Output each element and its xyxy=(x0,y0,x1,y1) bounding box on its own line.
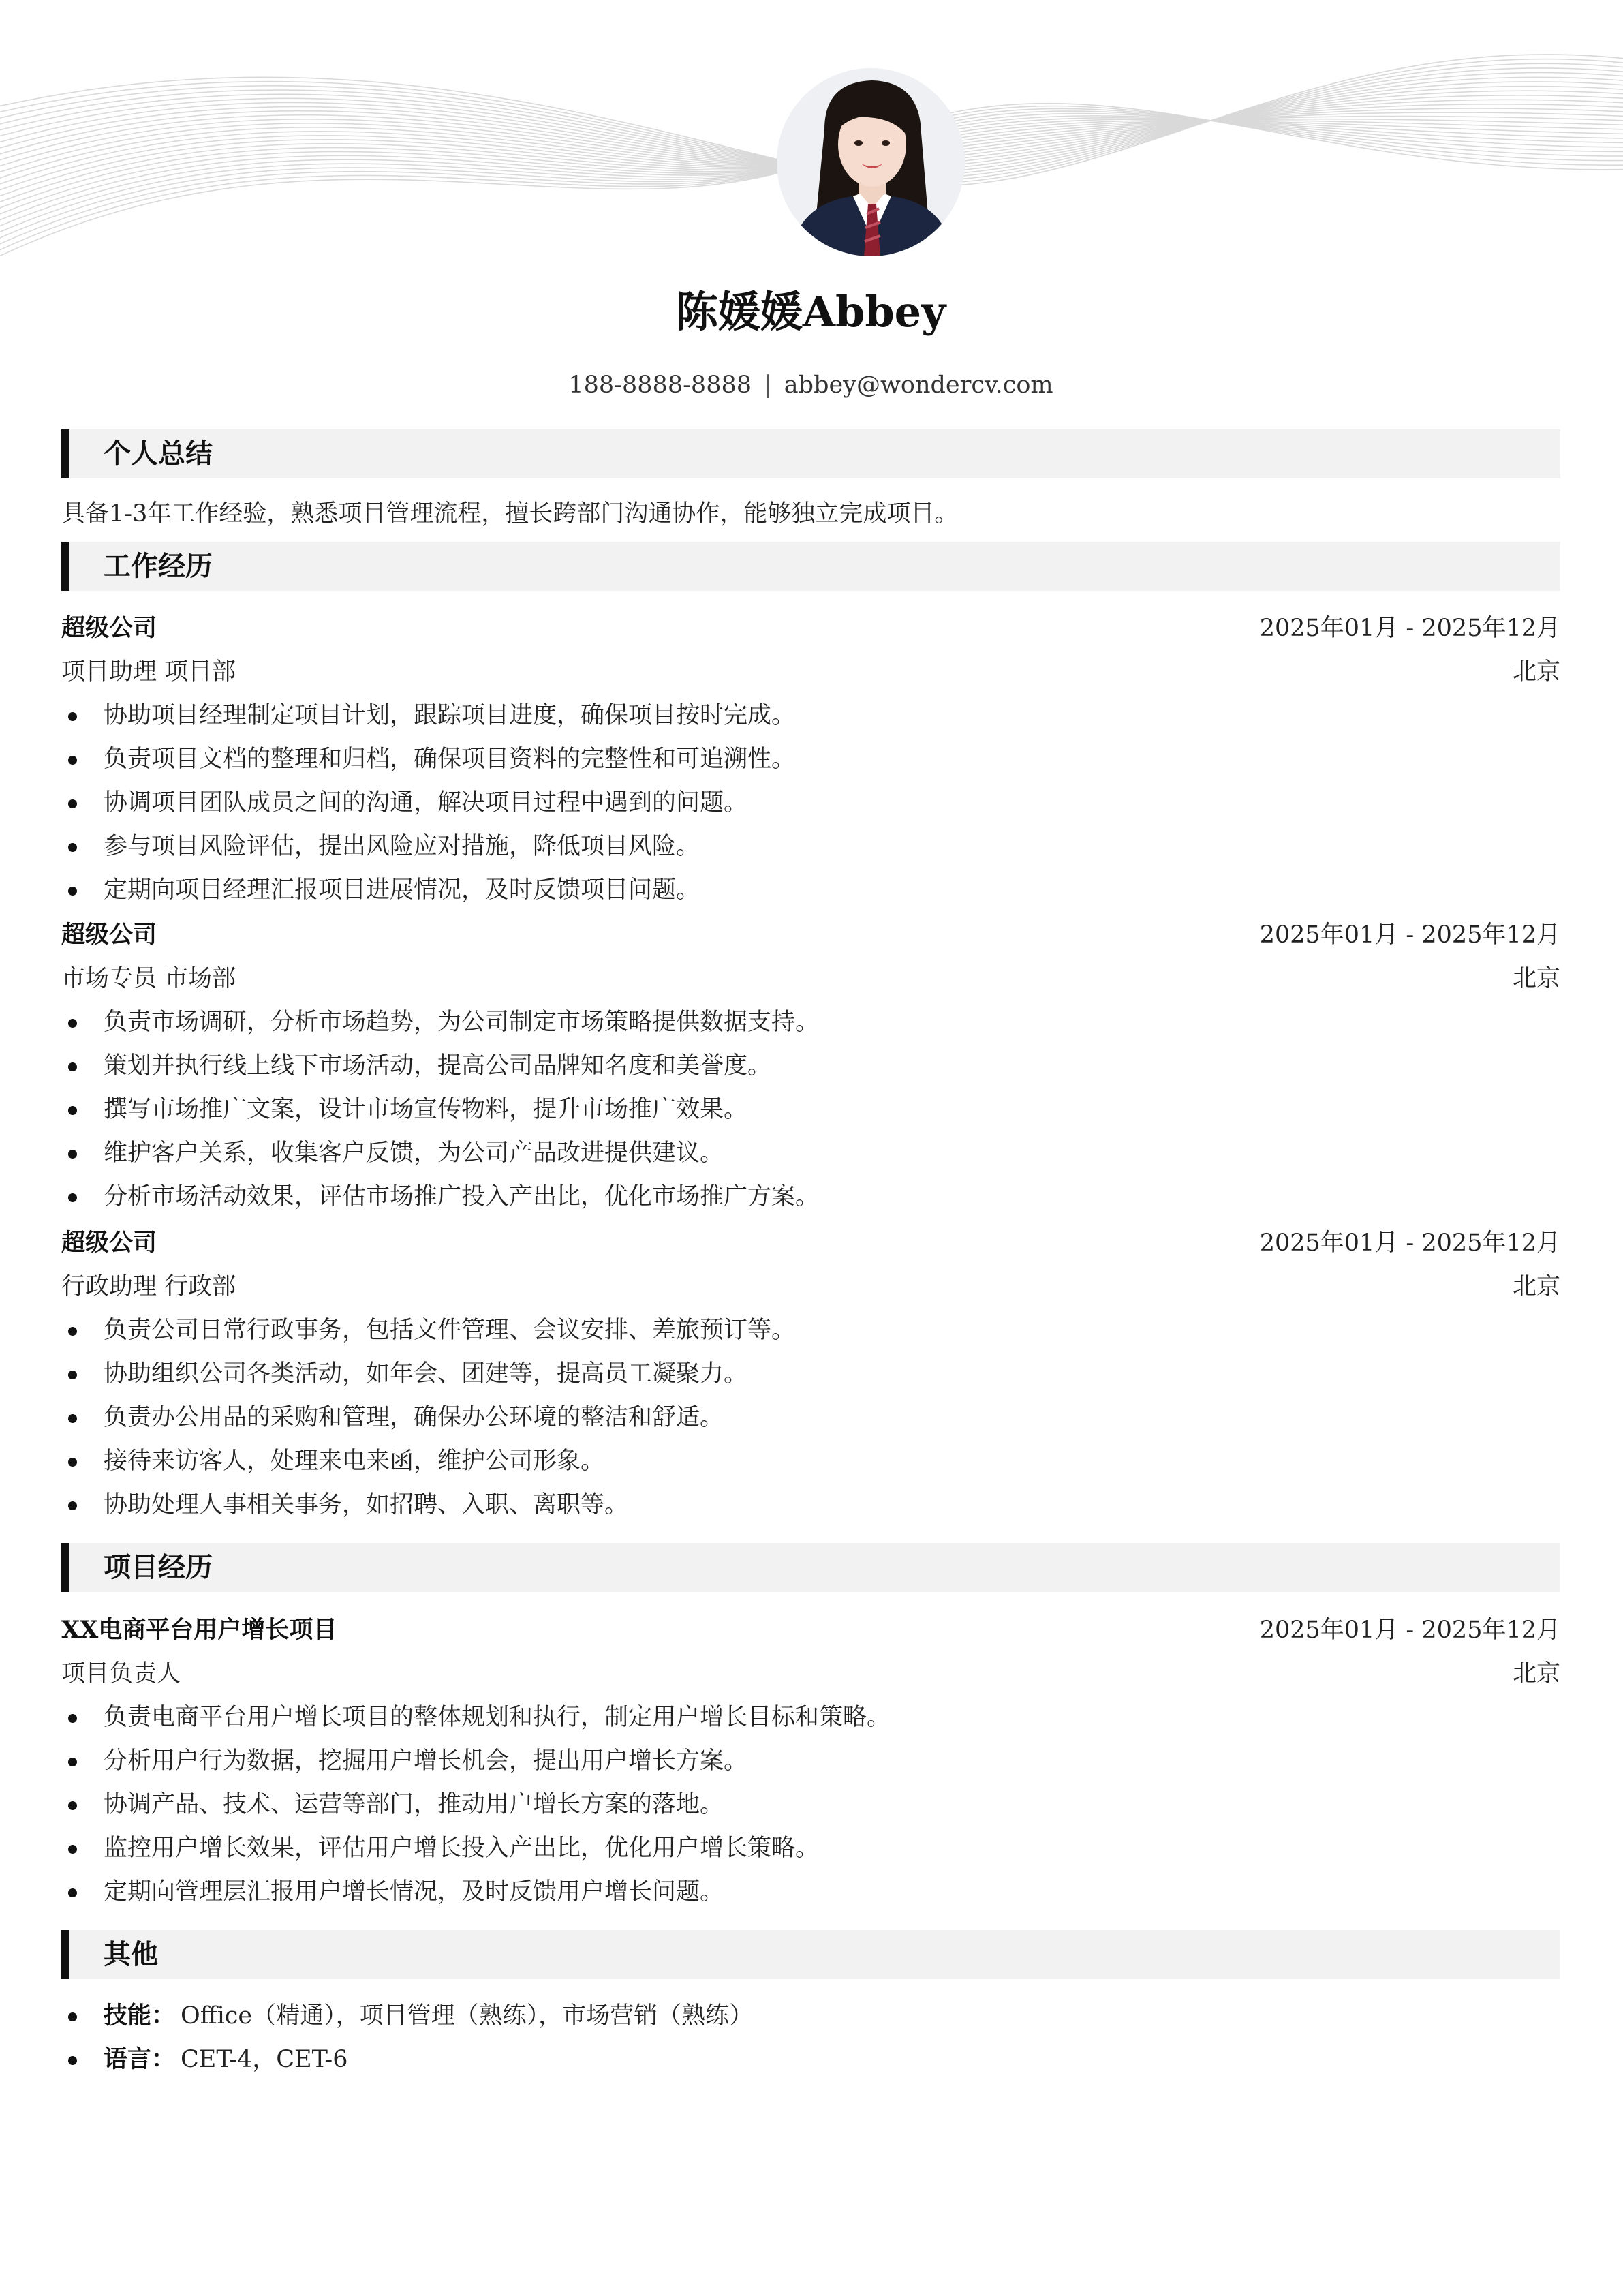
list-item: 撰写市场推广文案，设计市场宣传物料，提升市场推广效果。 xyxy=(61,1088,1603,1131)
list-item: 负责项目文档的整理和归档，确保项目资料的完整性和可追溯性。 xyxy=(61,737,1603,781)
job-role: 行政助理 行政部 xyxy=(61,1273,236,1300)
skills-item xyxy=(61,1994,1603,2038)
job-location: 北京 xyxy=(1512,965,1560,992)
portrait-photo xyxy=(777,68,965,256)
section-title: 工作经历 xyxy=(104,550,213,582)
job-date: 2025年01月 - 2025年12月 xyxy=(1259,1229,1560,1257)
phone-number: 188-8888-8888 xyxy=(568,371,752,399)
job-date: 2025年01月 - 2025年12月 xyxy=(1259,615,1560,642)
list-item: 负责电商平台用户增长项目的整体规划和执行，制定用户增长目标和策略。 xyxy=(61,1696,1603,1739)
list-item: 参与项目风险评估，提出风险应对措施，降低项目风险。 xyxy=(61,825,1603,868)
project-header xyxy=(61,1608,1560,1652)
project-date: 2025年01月 - 2025年12月 xyxy=(1259,1617,1560,1644)
company-name: 超级公司 xyxy=(61,921,157,949)
section-title: 其他 xyxy=(104,1938,158,1970)
job-header xyxy=(61,913,1560,957)
company-name: 超级公司 xyxy=(61,1229,157,1257)
section-header-work xyxy=(61,542,1560,591)
skills-label: 技能： xyxy=(104,2002,176,2030)
job-role: 项目助理 项目部 xyxy=(61,658,236,686)
project-name: XX电商平台用户增长项目 xyxy=(61,1616,337,1644)
list-item: 协助处理人事相关事务，如招聘、入职、离职等。 xyxy=(61,1483,1603,1527)
language-label: 语言： xyxy=(104,2045,176,2073)
list-item: 负责公司日常行政事务，包括文件管理、会议安排、差旅预订等。 xyxy=(61,1308,1603,1352)
job-location: 北京 xyxy=(1512,658,1560,686)
list-item: 监控用户增长效果，评估用户增长投入产出比，优化用户增长策略。 xyxy=(61,1826,1603,1870)
section-header-other xyxy=(61,1930,1560,1979)
job-subheader xyxy=(61,1265,1560,1308)
list-item: 接待来访客人，处理来电来函，维护公司形象。 xyxy=(61,1439,1603,1483)
list-item: 维护客户关系，收集客户反馈，为公司产品改进提供建议。 xyxy=(61,1131,1603,1175)
project-subheader xyxy=(61,1652,1560,1696)
list-item: 协调项目团队成员之间的沟通，解决项目过程中遇到的问题。 xyxy=(61,781,1603,825)
list-item: 协助组织公司各类活动，如年会、团建等，提高员工凝聚力。 xyxy=(61,1352,1603,1396)
section-header-summary xyxy=(61,429,1560,478)
section-title: 个人总结 xyxy=(104,438,213,470)
job-date: 2025年01月 - 2025年12月 xyxy=(1259,921,1560,949)
list-item: 定期向项目经理汇报项目进展情况，及时反馈项目问题。 xyxy=(61,868,1603,912)
list-item: 定期向管理层汇报用户增长情况，及时反馈用户增长问题。 xyxy=(61,1870,1603,1914)
contact-separator: | xyxy=(764,371,772,399)
avatar xyxy=(777,68,965,256)
email-address: abbey@wondercv.com xyxy=(784,371,1053,399)
list-item: 分析市场活动效果，评估市场推广投入产出比，优化市场推广方案。 xyxy=(61,1175,1603,1219)
section-header-projects xyxy=(61,1543,1560,1592)
list-item: 协调产品、技术、运营等部门，推动用户增长方案的落地。 xyxy=(61,1783,1603,1826)
list-item: 协助项目经理制定项目计划，跟踪项目进度，确保项目按时完成。 xyxy=(61,694,1603,737)
summary-text: 具备1-3年工作经验，熟悉项目管理流程，擅长跨部门沟通协作，能够独立完成项目。 xyxy=(61,500,959,527)
job-role: 市场专员 市场部 xyxy=(61,965,236,992)
language-item xyxy=(61,2038,1603,2081)
project-location: 北京 xyxy=(1512,1660,1560,1687)
contact-line xyxy=(61,365,1560,405)
candidate-name: 陈媛媛Abbey xyxy=(675,287,946,337)
list-item: 策划并执行线上线下市场活动，提高公司品牌知名度和美誉度。 xyxy=(61,1044,1603,1088)
language-value: CET-4，CET-6 xyxy=(181,2046,348,2073)
job-subheader xyxy=(61,650,1560,694)
list-item: 分析用户行为数据，挖掘用户增长机会，提出用户增长方案。 xyxy=(61,1739,1603,1783)
job-header xyxy=(61,1221,1560,1265)
list-item: 负责办公用品的采购和管理，确保办公环境的整洁和舒适。 xyxy=(61,1396,1603,1439)
list-item: 负责市场调研，分析市场趋势，为公司制定市场策略提供数据支持。 xyxy=(61,1000,1603,1044)
job-subheader xyxy=(61,957,1560,1000)
company-name: 超级公司 xyxy=(61,614,157,642)
job-location: 北京 xyxy=(1512,1273,1560,1300)
section-title: 项目经历 xyxy=(104,1551,213,1583)
skills-value: Office（精通），项目管理（熟练），市场营销（熟练） xyxy=(181,2002,754,2030)
project-role: 项目负责人 xyxy=(61,1660,181,1687)
job-header xyxy=(61,607,1560,650)
